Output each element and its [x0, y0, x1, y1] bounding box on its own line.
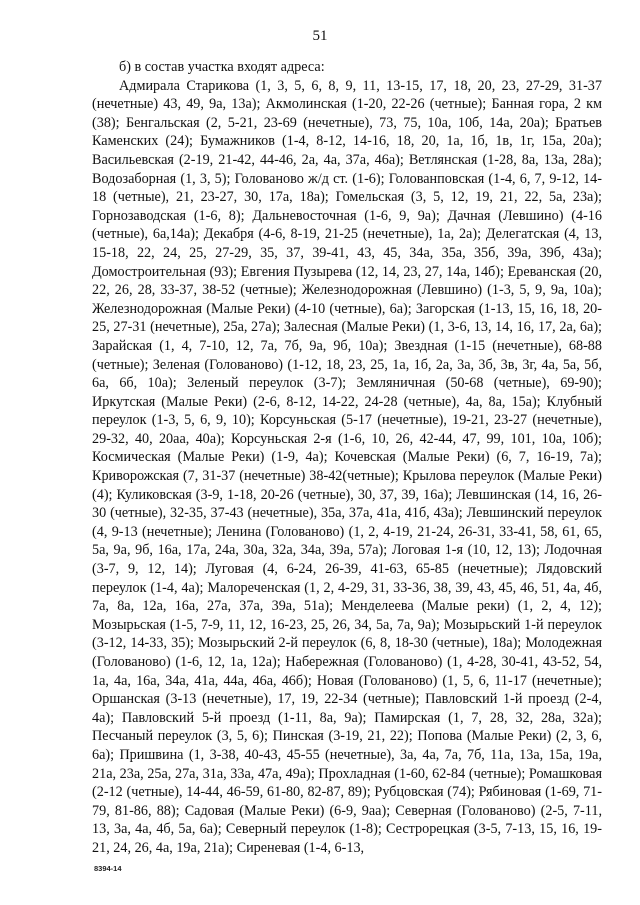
- document-body: [92, 58, 602, 858]
- section-intro: б) в состав участка входят адреса:: [119, 59, 325, 75]
- document-code: 8394-14: [94, 864, 122, 873]
- page-number: 51: [312, 28, 328, 44]
- address-list-paragraph: Адмирала Старикова (1, 3, 5, 6, 8, 9, 11, 13-15, 17, 18, 20, 23, 27-29, 31-37 (нечетные) 43, 49, 9а, 13а); Акмолинская (1-20, 22-26 (четные); Банная гора, 2 км (38); Бенгальская (2, 5-21, 23-69 (нечетные), 73, 75, 10а, 10б, 14а, 20а); Братьев Каменских (24); Бумажников (1-4, 8-12, 14-16, 18, 20, 1а, 1б, 1в, 1г, 15а, 20а); Васильевская (2-19, 21-42, 44-46, 2а, 4а, 37а, 46а); Ветлянская (1-28, 8а, 13а, 28а); Водозаборная (1, 3, 5); Голованово ж/д ст. (1-6); Голованповская (1-4, 6, 7, 9-12, 14-18 (четные), 21, 23-27, 30, 17а, 18а); Гомельская (3, 5, 12, 19, 21, 22, 5а, 23а); Горнозаводская (1-6, 8); Дальневосточная (1-6, 9, 9а); Дачная (Левшино) (4-16 (четные), 6а,14а); Декабря (4-6, 8-19, 21-25 (нечетные), 1а, 2а); Делегатская (4, 13, 15-18, 22, 24, 25, 27-29, 35, 37, 39-41, 43, 45, 34а, 35а, 35б, 39а, 39б, 43а); Домостроительная (93); Евгения Пузырева (12, 14, 23, 27, 14а, 14б); Ереванская (20, 22, 26, 28, 33-37, 38-52 (четные); Железнодорожная (Левшино) (1-3, 5, 9, 9а, 10а); Железнодорожная (Малые Реки) (4-10 (четные), 6а); Загорская (1-13, 15, 16, 18, 20-25, 27-31 (нечетные), 25а, 27а); Залесная (Малые Реки) (1, 3-6, 13, 14, 16, 17, 2а, 6а); Зарайская (1, 4, 7-10, 12, 7а, 7б, 9а, 9б, 10а); Звездная (1-15 (нечетные), 68-88 (четные); Зеленая (Голованово) (1-12, 18, 23, 25, 1а, 1б, 2а, 3а, 3б, 3в, 3г, 4а, 5а, 5б, 6а, 6б, 10а); Зеленый переулок (3-7); Земляничная (50-68 (четные), 69-90); Иркутская (Малые Реки) (2-6, 8-12, 14-22, 24-28 (четные), 4а, 8а, 15а); Клубный переулок (1-3, 5, 6, 9, 10); Корсуньская (5-17 (нечетные), 19-21, 23-27 (нечетные), 29-32, 40, 20аа, 40а); Корсуньская 2-я (1-6, 10, 26, 42-44, 47, 99, 101, 10а, 10б); Космическая (Малые Реки) (1-9, 4а); Кочевская (Малые Реки) (6, 7, 16-19, 7а); Криворожская (7, 31-37 (нечетные) 38-42(четные); Крылова переулок (Малые Реки) (4); Куликовская (3-9, 1-18, 20-26 (четные), 30, 37, 39, 16а); Левшинская (14, 16, 26-30 (четные), 32-35, 37-43 (нечетные), 35а, 37а, 41а, 41б, 43а); Левшинский переулок (4, 9-13 (нечетные); Ленина (Голованово) (1, 2, 4-19, 21-24, 26-31, 33-41, 58, 61, 65, 5а, 9а, 9б, 16а, 17а, 24а, 30а, 32а, 34а, 39а, 57а); Логовая 1-я (10, 12, 13); Лодочная (3-7, 9, 12, 14); Луговая (4, 6-24, 26-39, 41-63, 65-85 (нечетные); Лядовский переулок (1-4, 4а); Малореченская (1, 2, 4-29, 31, 33-36, 38, 39, 43, 45, 46, 51, 4а, 4б, 7а, 8а, 12а, 16а, 27а, 37а, 39а, 51а); Менделеева (Малые реки) (1, 2, 4, 12); Мозырьская (1-5, 7-9, 11, 12, 16-23, 25, 26, 34, 5а, 7а, 9а); Мозырьский 1-й переулок (3-12, 14-33, 35); Мозырьский 2-й переулок (6, 8, 18-30 (четные), 18а); Молодежная (Голованово) (1-6, 12, 1а, 12а); Набережная (Голованово) (1, 4-28, 30-41, 43-52, 54, 1а, 4а, 16а, 34а, 41а, 44а, 46а, 46б); Новая (Голованово) (1, 5, 6, 11-17 (нечетные); Оршанская (3-13 (нечетные), 17, 19, 22-34 (четные); Павловский 1-й проезд (2-4, 4а); Павловский 5-й проезд (1-11, 8а, 9а); Памирская (1, 7, 28, 32, 28а, 32а); Песчаный переулок (3, 5, 6); Пинская (3-19, 21, 22); Попова (Малые Реки) (2, 3, 6, 6а); Пришвина (1, 3-38, 40-43, 45-55 (нечетные), 3а, 4а, 7а, 7б, 11а, 13а, 15а, 19а, 21а, 23а, 25а, 27а, 31а, 33а, 47а, 49а); Прохладная (1-60, 62-84 (четные); Ромашковая (2-12 (четные), 14-44, 46-59, 61-80, 82-87, 89); Рубцовская (74); Рябиновая (1-69, 71-79, 81-86, 88); Садовая (Малые Реки) (6-9, 9аа); Северная (Голованово) (2-5, 7-11, 13, 3а, 4а, 4б, 5а, 6а); Северный переулок (1-8); Сестрорецкая (3-5, 7-13, 15, 16, 19-21, 24, 26, 4а, 19а, 21а); Сиреневая (1-4, 6-13,: [92, 77, 602, 856]
